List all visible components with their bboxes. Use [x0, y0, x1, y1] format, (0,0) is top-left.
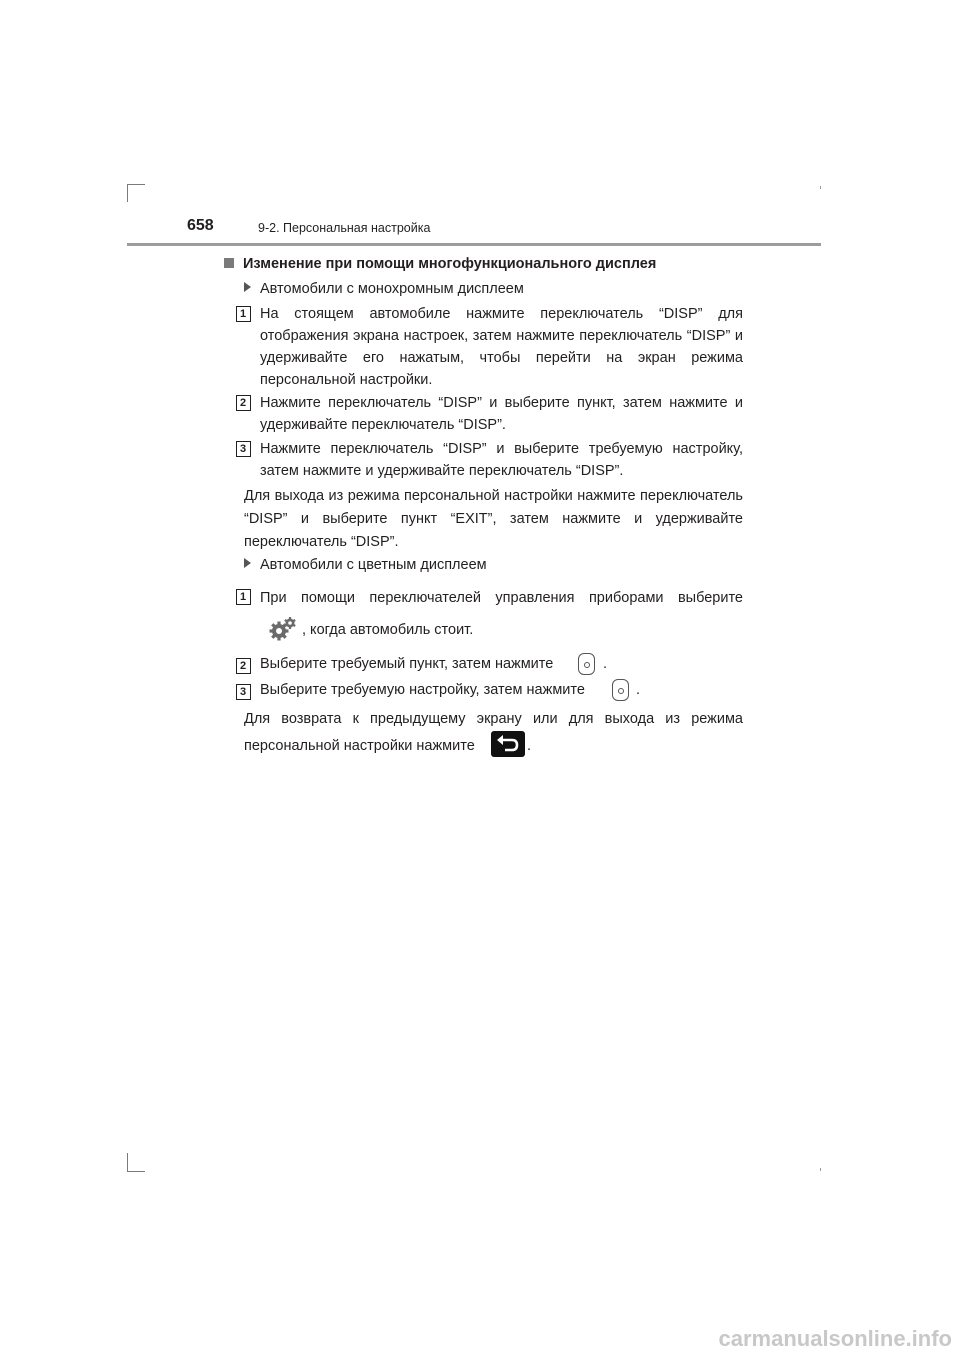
step-number-badge: 3 — [236, 441, 251, 457]
section-title: 9-2. Персональная настройка — [258, 221, 431, 235]
color-return-note-line1: Для возврата к предыдущему экрану или для выхода из режима — [244, 711, 743, 727]
mono-step-3: Нажмите переключатель “DISP” и выберите требуемую настройку, затем нажмите и удерживайте переключатель “DISP”. — [260, 441, 743, 479]
crop-mark — [127, 1171, 145, 1172]
step-number-badge: 2 — [236, 658, 251, 674]
mono-exit-note: Для выхода из режима персональной настройки нажмите переключатель “DISP” и выберите пункт “EXIT”, затем нажмите и удерживайте переключатель “DISP”. — [244, 488, 743, 550]
crop-dot — [820, 186, 821, 189]
crop-mark — [127, 184, 145, 185]
color-step-2-text: Выберите требуемый пункт, затем нажмите — [260, 656, 554, 672]
section-heading — [224, 256, 656, 272]
step-number-badge: 1 — [236, 306, 251, 322]
color-subheading-text: Автомобили с цветным дисплеем — [260, 557, 487, 573]
step-number-badge: 1 — [236, 589, 251, 605]
crop-mark — [127, 1153, 128, 1171]
color-step-1-text: При помощи переключателей управления приборами выберите — [260, 590, 743, 606]
period: . — [636, 682, 641, 698]
square-bullet-icon — [224, 258, 234, 268]
period: . — [527, 738, 532, 754]
color-step-3-text: Выберите требуемую настройку, затем нажмите — [260, 682, 585, 698]
ok-button-icon — [612, 679, 629, 701]
back-button-icon — [491, 731, 525, 757]
color-return-note-line2: персональной настройки нажмите — [244, 738, 475, 754]
mono-step-2: Нажмите переключатель “DISP” и выберите пункт, затем нажмите и удерживайте переключатель “DISP”. — [260, 395, 743, 433]
step-number-badge: 3 — [236, 684, 251, 700]
crop-dot — [820, 1168, 821, 1171]
period: . — [603, 656, 608, 672]
section-heading-text: Изменение при помощи многофункционального дисплея — [243, 256, 657, 272]
ok-button-icon — [578, 653, 595, 675]
crop-mark — [127, 184, 128, 202]
color-subheading — [244, 557, 487, 573]
mono-subheading — [244, 281, 524, 297]
mono-subheading-text: Автомобили с монохромным дисплеем — [260, 281, 524, 297]
color-step-1-suffix: , когда автомобиль стоит. — [302, 622, 474, 638]
step-number-badge: 2 — [236, 395, 251, 411]
watermark: carmanualsonline.info — [718, 1326, 952, 1351]
triangle-bullet-icon — [244, 282, 251, 292]
triangle-bullet-icon — [244, 558, 251, 568]
mono-step-1: На стоящем автомобиле нажмите переключатель “DISP” для отображения экрана настроек, затем нажмите переключатель “DISP” и удерживайте его нажатым, чтобы перейти на экран режима персональной настройки. — [260, 306, 743, 388]
header-rule — [127, 243, 821, 246]
settings-gear-icon — [268, 615, 298, 641]
page-number: 658 — [187, 217, 214, 234]
